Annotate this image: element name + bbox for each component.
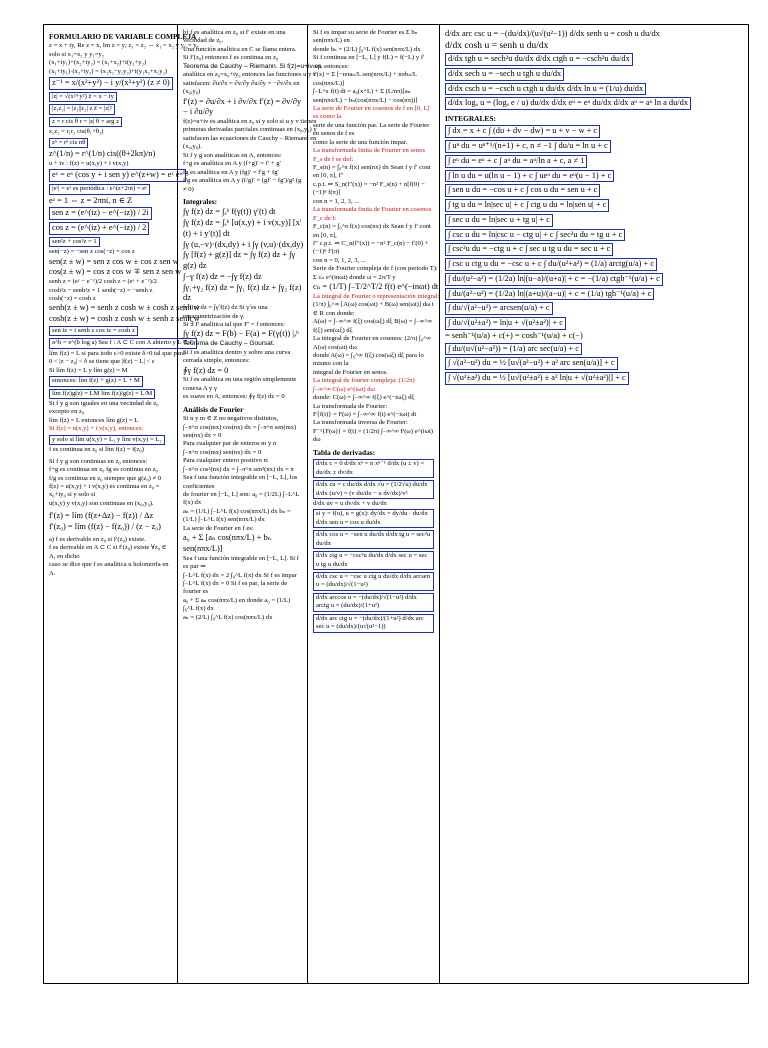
formula-line: ∫γ f(z) dz = ∫γ̃ f(z) dz Si γ̃ es una reparametrización de γ.: [183, 304, 268, 320]
formula-line: F{f(t)} = F(ω) = ∫₋∞^∞ f(t) e^(−iωt) dt: [313, 411, 417, 418]
formula-line: f+g es analítica en A y (f+g)′ = f′ + g′: [183, 160, 281, 168]
formula-line: solo si x₁=x₂ y y₁=y₂: [49, 50, 105, 58]
formula-line: Si f y g son continuas en z₀ entonces:: [49, 457, 148, 465]
formula-line: satisfacen: ∂u/∂x = ∂v/∂y ∂u/∂y = −∂v/∂x en (x₀,y₀): [183, 79, 300, 96]
boxed-formula: ∫ eᵘ du = eᵘ + c ∫ aᵘ du = aᵘ/ln a + c, a ≠ 1: [445, 155, 587, 168]
boxed-formula: z = r cis θ r = |z| θ = arg z: [49, 117, 122, 127]
formula-line: ∫₋π^π cos(mx) sen(nx) dx = 0: [183, 448, 262, 456]
boxed-formula: y solo si lím u(x,y) = L₁ y lím v(x,y) = L₂: [49, 435, 165, 445]
formula-line: lím f(z) = L entonces lím g(z) = L: [49, 416, 139, 424]
formula-line: La serie de Fourier en cosenos de f en [0, L] es como la: [313, 104, 430, 121]
formula-line: de fourier en [−L, L] son: a₀ = (1/2L) ∫₋L^L f(x) dx: [183, 491, 300, 507]
boxed-formula: ∫ tg u du = ln|sec u| + c ∫ ctg u du = ln|sen u| + c: [445, 199, 609, 212]
boxed-formula: d/dx cu = c du/dx d/dx √u = (1/2√u) du/dx d/dx (u/v) = (v du/dx − u dv/dx)/v²: [313, 480, 434, 499]
boxed-formula: cos z = (e^(iz) + e^(−iz)) / 2: [49, 222, 149, 235]
boxed-formula: ∫ dx = x + c ∫ (du + dv − dw) = u + v − w + c: [445, 125, 600, 138]
formula-line: f es derivable en A ⊂ C si f′(z₀) existe ∀z₀ ∈ A, en dicho: [49, 544, 167, 560]
formula-line: Serie de Fourier compleja de f (con periodo T):: [313, 265, 438, 273]
boxed-formula: ∫ du/√(a²−u²) = arcsen(u/a) + c: [445, 302, 553, 315]
formula-line: a) f es derivable en z₀ si f′(z₀) existe.: [49, 535, 146, 543]
formula-line: Si f′(z₀) entonces f es continua en z₀: [183, 54, 279, 62]
formula-line: f es continua en z₀ si lím f(z) = f(z₀): [49, 446, 144, 454]
formula-line: A(ω) = ∫₋∞^∞ f(ξ) cos(ωξ) dξ B(ω) = ∫₋∞^∞ f(ξ) sen(ωξ) dξ: [313, 318, 433, 334]
column-derivatives-integrals: [440, 25, 748, 983]
boxed-formula: sen z = (e^(iz) − e^(−iz)) / 2i: [49, 207, 152, 220]
formula-line: f(z) = u(x,y) + i v(x,y) es continua en z₀ = x₀+iy₀ si y solo si: [49, 482, 160, 499]
formula-line: ∫₋π^π cos²(nx) dx = ∫₋π^π sen²(nx) dx = π: [183, 465, 294, 473]
formula-line: d/dx uv = u dv/dx + v du/dx: [313, 499, 387, 507]
formula-line: integral de Fourier en senos.: [313, 368, 388, 376]
boxed-formula: d/dx logₐ u = (logₐ e / u) du/dx d/dx eᵘ = eᵘ du/dx d/dx aᵘ = aᵘ ln a du/dx: [445, 97, 691, 110]
formula-line: donde: C(ω) = ∫₋∞^∞ f(ξ) e^(−iωξ) dξ: [313, 394, 415, 402]
formula-line: u + iv : f(z) = u(x,y) + i v(x,y): [49, 159, 129, 167]
formula-line: Σ cₙ e^(inωt) donde ω = 2π/T y: [313, 273, 396, 281]
formula-line: como la serie de una función impar.: [313, 138, 408, 146]
section-heading: INTEGRALES:: [445, 114, 496, 124]
formula-line: ∫₋L^L f(x) dx = 2 ∫₀^L f(x) dx Si f es impar: [183, 571, 297, 579]
formula-line: ∫₋π^π cos(mx) cos(nx) dx = ∫₋π^π sen(mx) sen(nx) dx = 0: [183, 423, 297, 439]
boxed-formula: si y = f(u), u = g(x): dy/dx = dy/du · du/dx d/dx sen u = cos u du/dx: [313, 509, 434, 528]
boxed-formula: ∫ csc u du = ln|csc u − ctg u| + c ∫ sec²u du = tg u + c: [445, 229, 625, 242]
boxed-formula: eᶻ = eˣ (cos y + i sen y) e^(z+w) = eᶻ eʷ: [49, 169, 186, 182]
formula-line: 0 < |z − z₀| < δ se tiene que |f(z) − L| < ε: [49, 358, 155, 366]
formula-line: u(x,y) y v(x,y) son continuas en (x₀,y₀).: [49, 499, 154, 507]
formula-line: d/dx cosh u = senh u du/dx: [445, 39, 549, 51]
formula-line: donde A(ω) = ∫₀^∞ f(ξ) cos(ωξ) dξ para lo mismo con la: [313, 351, 424, 368]
formula-line: senh z = (eᶻ − e⁻ᶻ)/2 cosh z = (eᶻ + e⁻ᶻ)/2: [49, 278, 157, 286]
formula-line: Para cualquier entero positivo n:: [183, 457, 269, 465]
boxed-formula: d/dx csc u = −csc u ctg u du/dx d/dx arcsen u = (du/dx)/√(1−u²): [313, 572, 434, 591]
section-heading: Tabla de derivadas:: [313, 447, 376, 457]
formula-line: a₀ + Σ aₙ cos(nπx/L) en donde a₀ = (1/L) ∫₀^L f(x) dx: [183, 596, 291, 613]
formula-line: aₙ = (2/L) ∫₀^L f(x) cos(nπx/L) dx: [183, 613, 273, 621]
boxed-formula: a^b = e^(b log a) Sea f : A ⊂ C con A abierto y L ∈ C: [49, 338, 197, 348]
boxed-formula: ∫ uⁿ du = uⁿ⁺¹/(n+1) + c, n ≠ −1 ∫ du/u = ln u + c: [445, 140, 611, 153]
boxed-formula: ∫ √(a²−u²) du = ½ [u√(a²−u²) + a² arc sen(u/a)] + c: [445, 357, 618, 370]
boxed-formula: zⁿ = rⁿ cis nθ: [49, 138, 88, 148]
formula-line: Si f continua en [−L, L] y f(L) = f(−L) y f′ c.p. entonces:: [313, 54, 425, 70]
formula-line: donde bₙ = (2/L) ∫₀^L f(x) sen(nπx/L) dx: [313, 45, 421, 53]
formula-line: (x₁+iy₁)+(x₂+iy₂) = (x₁+x₂)+i(y₁+y₂): [49, 59, 147, 67]
formula-line: ∫γ₁+γ₂ f(z) dz = ∫γ₁ f(z) dz + ∫γ₂ f(z) dz: [183, 282, 302, 303]
formula-line: sen(−z) = −sen z cos(−z) = cos z: [49, 248, 135, 256]
formula-line: = senh⁻¹(u/a) + c(+) = cosh⁻¹(u/a) + c(−): [445, 330, 583, 340]
formula-line: (x₁+iy₁)·(x₂+iy₂) = (x₁x₂−y₁y₂)+i(y₁x₂+x₁y₂): [49, 67, 168, 75]
formula-line: ∫γ f(z) dz = ∫ₐᵇ [u(x,y) + i v(x,y)] [x′(t) + i y′(t)] dt: [183, 218, 302, 238]
formula-line: z^(1/n) = r^(1/n) cis((θ+2kπ)/n): [49, 149, 156, 159]
boxed-formula: ∫ √(u²±a²) du = ½ [u√(u²±a²) ± a² ln|u + √(u²±a²)|] + c: [445, 372, 629, 385]
formula-line: z = x + iy, Re z = x, Im z = y; z₁ = z₂ ⇔ x₁ = x₂ y y₁ = y₂: [49, 42, 199, 50]
formula-line: sen(z ± w) = sen z cos w ± cos z sen w: [49, 256, 179, 266]
formula-line: Si n y m ∈ Z no negativos distintos,: [183, 415, 279, 423]
boxed-formula: ∫ du/(u²−a²) = (1/2a) ln|(u−a)/(u+a)| + c = −(1/a) ctgh⁻¹(u/a) + c: [445, 273, 663, 286]
boxed-formula: d/dx csch u = −csch u ctgh u du/dx d/dx ln u = (1/u) du/dx: [445, 83, 646, 96]
formula-line: f+g es continua en z₀ fg es continua en z₀: [49, 466, 158, 474]
formula-line: Sea f una función integrable en [−L, L], los coeficientes: [183, 474, 298, 490]
boxed-formula: ∫ du/(a²−u²) = (1/2a) ln|(a+u)/(a−u)| + c = (1/a) tgh⁻¹(u/a) + c: [445, 288, 654, 301]
formula-line: ∫γ f(z) dz = F(b) − F(a) = F(γ(t)) |ₐᵇ: [183, 329, 299, 339]
formula-line: ∫γ [f(z) + g(z)] dz = ∫γ f(z) dz + ∫γ g(z) dz: [183, 250, 296, 271]
formula-line: F_s(n) = ∫₀^π f(x) sen(nx) dx Sean f y f′ cont en [0, π], f″: [313, 164, 431, 180]
formula-line: La integral de Fourier o representación integral:: [313, 292, 440, 300]
formula-line: La serie de Fourier en f es:: [183, 524, 254, 532]
theorem-title: Teorema de Cauchy – Goursat.: [183, 340, 275, 348]
formula-line: La transformada inversa de Fourier:: [313, 419, 408, 427]
formula-line: Si ∃ F analítica tal que F′ = f entonces:: [183, 321, 285, 329]
boxed-formula: d/dx c = 0 d/dx xⁿ = n xⁿ⁻¹ d/dx (u ± v) = du/dx ± dv/dx: [313, 459, 434, 478]
column-fourier: [308, 25, 440, 983]
formula-line: cosh(−z) = cosh z: [49, 295, 96, 303]
formula-line: b) f es analítica en z₀ si f′ existe en una vecindad de z₀.: [183, 29, 286, 45]
boxed-formula: ∫ sen u du = −cos u + c ∫ cos u du = sen u + c: [445, 184, 600, 197]
formula-line: La transformada de Fourier:: [313, 402, 388, 410]
formula-line: fg es analítica en A y (fg)′ = f′g + fg′: [183, 168, 279, 176]
formula-line: f/g es continua en z₀ siempre que g(z₀) ≠ 0: [49, 474, 162, 482]
boxed-formula: z⁻¹ = x/(x²+y²) − i y/(x²+y²) (z ≠ 0): [49, 77, 173, 90]
formula-line: d/dx arc csc u = −(du/dx)/(u√(u²−1)) d/dx senh u = cosh u du/dx: [445, 29, 660, 38]
formula-line: lím f(z) = L si para todo ε>0 existe δ>0 tal que para: [49, 349, 185, 357]
theorem-title: Teorema de Cauchy – Riemann. Si f(z)=u+iv es: [183, 62, 322, 70]
boxed-formula: |eᶻ| = eˣ es periódica : e^(z+2πi) = eᶻ: [49, 184, 150, 194]
boxed-formula: d/dx arc ctg u = −(du/dx)/(1+u²) d/dx arc sec u = (du/dx)/(u√(u²−1)): [313, 614, 434, 633]
formula-line: cosh²z − senh²z = 1 senh(−z) = −senh z: [49, 286, 153, 294]
boxed-formula: ∫ du/√(u²±a²) = ln|u + √(u²±a²)| + c: [445, 317, 566, 330]
formula-line: f′(z) = ∂u/∂x + i ∂v/∂x f′(z) = ∂v/∂y − i ∂u/∂y: [183, 96, 302, 117]
formula-line: a₀ + Σ [aₙ cos(nπx/L) + bₙ sen(nπx/L)]: [183, 533, 272, 553]
formula-line: f(z)=u+iv es analítica en z₀ si y solo si u y v tienen: [183, 118, 317, 125]
column-analytic-functions: [178, 25, 322, 983]
formula-line: f′(z) = lím (f(z+Δz) − f(z)) / Δz: [49, 511, 154, 521]
formula-line: z₁z₂ = r₁r₂ cis(θ₁+θ₂): [49, 128, 104, 136]
boxed-formula: entonces: lím f(z) + g(z) = L + M: [49, 376, 143, 386]
boxed-formula: d/dx sech u = −sech u tgh u du/dx: [445, 68, 564, 81]
formula-line: (1/π) ∫₀^∞ [A(ω) cos(ωt) + B(ω) sen(ωt)] dω t ∈ R con donde:: [313, 301, 434, 317]
formula-line: Si f es analítica en una región simplemente conexa A y γ: [183, 376, 297, 392]
formula-line: con n = 1, 2, 3, ...: [313, 197, 360, 205]
sheet-title: FORMULARIO DE VARIABLE COMPLEJA: [49, 32, 197, 41]
formula-line: analítica en z₀=x₀+iy₀ entonces las funciones u y v: [183, 71, 317, 79]
formula-line: senh(z ± w) = senh z cosh w ± cosh z senh w: [49, 303, 200, 313]
column-complex-basics: [44, 25, 200, 983]
formula-line: serie de una función par. La serie de Fourier en senos de f es: [313, 121, 430, 138]
section-heading: Integrales:: [183, 196, 218, 206]
formula-line: aₙ = (1/L) ∫₋L^L f(x) cos(nπx/L) dx bₙ = (1/L) ∫₋L^L f(x) sen(nπx/L) dx: [183, 507, 291, 524]
boxed-formula: d/dx ctg u = −csc²u du/dx d/dx sec u = sec u tg u du/dx: [313, 551, 434, 570]
formula-line: f″ c.p.t. ⇒ C_n(f″(x)) = −n² F_c(n) − f′(0) + (−1)ⁿ f′(π): [313, 239, 429, 256]
boxed-formula: sen iz = i senh z cos iz = cosh z: [49, 326, 138, 336]
formula-line: satisfacen las ecuaciones de Cauchy – Riemann en: [183, 134, 317, 142]
formula-line: Si f y g son analíticas en A, entonces:: [183, 151, 282, 159]
formula-line: (x₀,y₀).: [183, 143, 202, 151]
formula-line: Si f y g son iguales en una vecindad de z₀ excepto en z₀: [49, 400, 159, 416]
boxed-formula: ∫ csc²u du = −ctg u + c ∫ sec u tg u du = sec u + c: [445, 243, 613, 256]
formula-line: La transformada finita de Fourier en senos F_s de f se def:: [313, 147, 426, 163]
formula-line: cos(z ± w) = cos z cos w ∓ sen z sen w: [49, 267, 182, 277]
formula-line: f′(z₀) = lím (f(z) − f(z₀)) / (z − z₀): [49, 522, 161, 532]
formula-line: con n = 0, 1, 2, 3, ...: [313, 256, 366, 264]
formula-line: f/g es analítica en A y (f/g)′ = (gf′ − fg′)/g² (g ≠ 0): [183, 177, 302, 193]
formula-line: eᶻ = 1 ⇔ z = 2πni, n ∈ Z: [49, 195, 133, 205]
formula-line: caso se dice que f es analítica u holomorfa en A.: [49, 561, 169, 577]
formula-line: ∮γ f(z) dz = 0: [183, 365, 229, 375]
boxed-formula: |z| = √(x²+y²) z̄ = x − iy: [49, 92, 117, 102]
boxed-formula: d/dx tgh u = sech²u du/dx d/dx ctgh u = −csch²u du/dx: [445, 53, 633, 66]
formula-line: ∫₋L^x f(t) dt = a₀(x+L) + Σ (L/nπ)[aₙ sen(nπx/L) − bₙ(cos(nπx/L) − cos(nπ))]: [313, 88, 418, 104]
boxed-formula: ∫ ln u du = u(ln u − 1) + c ∫ ueᵘ du = eᵘ(u − 1) + c: [445, 170, 614, 183]
boxed-formula: ∫ du/(u√(u²−a²)) = (1/a) arc sec(u/a) + c: [445, 343, 582, 356]
formula-line: F⁻¹{F(ω)} = f(t) = (1/2π) ∫₋∞^∞ F(ω) e^(iωt) dω: [313, 427, 433, 444]
formula-line: cₙ = (1/T) ∫₋T/2^T/2 f(t) e^(−inωt) dt: [313, 282, 439, 292]
formula-line: Si f es impar su serie de Fourier es Σ bₙ sen(nπx/L) en: [313, 29, 418, 45]
formula-line: ∫₋L^L f(x) dx = 0 Si f es par, la serie de fourier es: [183, 580, 288, 596]
boxed-formula: lím f(z)g(z) = LM lím f(z)/g(z) = L/M: [49, 389, 155, 399]
formula-line: La integral de fourier compleja: (1/2π) ∫₋∞^∞ C(ω) e^(iωt) dω: [313, 377, 415, 393]
formula-line: f′(x) = Σ [−nπaₙ/L sen(nπx/L) + nπbₙ/L cos(nπx/L)]: [313, 71, 417, 87]
formula-sheet: [43, 24, 749, 984]
formula-line: c.p.t. ⇒ S_n(f″(x)) = −n² F_s(n) + n[f(0) − (−1)ⁿ f(π)]: [313, 180, 425, 197]
formula-line: Sea f una función integrable en [−L, L]. Si f es par ⇒: [183, 554, 299, 571]
formula-line: es suave en A, entonces: ∮γ f(z) dz = 0: [183, 393, 285, 401]
boxed-formula: |z₁z₂| = |z₁||z₂| z z̄ = |z|²: [49, 104, 115, 114]
section-heading: Análisis de Fourier: [183, 404, 244, 414]
boxed-formula: d/dx cos u = −sen u du/dx d/dx tg u = sec²u du/dx: [313, 530, 434, 549]
formula-line: Si f(z) = u(x,y) + i v(x,y), entonces:: [49, 425, 144, 433]
formula-line: La integral de Fourier en cosenos: (2/π) ∫₀^∞ A(ω) cos(ωt) dω: [313, 335, 431, 351]
formula-line: Si lím f(z) = L y lím g(z) = M: [49, 366, 128, 374]
formula-line: ∫γ f(z) dz = ∫ₐᵇ f(γ(t)) γ′(t) dt: [183, 207, 276, 217]
formula-line: cosh(z ± w) = cosh z cosh w ± senh z senh w: [49, 314, 200, 324]
boxed-formula: ∫ sec u du = ln|sec u + tg u| + c: [445, 214, 553, 227]
formula-line: ∫−γ f(z) dz = −∫γ f(z) dz: [183, 271, 262, 281]
boxed-formula: sen²z + cos²z = 1: [49, 237, 100, 247]
boxed-formula: d/dx arccos u = −(du/dx)/√(1−u²) d/dx arctg u = (du/dx)/(1+u²): [313, 593, 434, 612]
boxed-formula: ∫ csc u ctg u du = −csc u + c ∫ du/(u²+a²) = (1/a) arctg(u/a) + c: [445, 258, 657, 271]
formula-line: F_c(n) = ∫₀^π f(x) cos(nx) dx Sean f y f′ cont en [0, π],: [313, 223, 431, 239]
formula-line: primeras derivadas parciales continuas en (x₀,y₀) y: [183, 126, 317, 134]
formula-line: Para cualquier par de enteros m y n: [183, 440, 277, 448]
formula-line: ∫γ (u,−v)·(dx,dy) + i ∫γ (v,u)·(dx,dy): [183, 239, 304, 249]
formula-line: La transformada finita de Fourier en cosenos F_c de f:: [313, 206, 432, 222]
formula-line: Una función analítica en C se llama entera.: [183, 45, 297, 53]
formula-line: Si f es analítica dentro y sobre una curva cerrada simple, entonces:: [183, 348, 291, 365]
